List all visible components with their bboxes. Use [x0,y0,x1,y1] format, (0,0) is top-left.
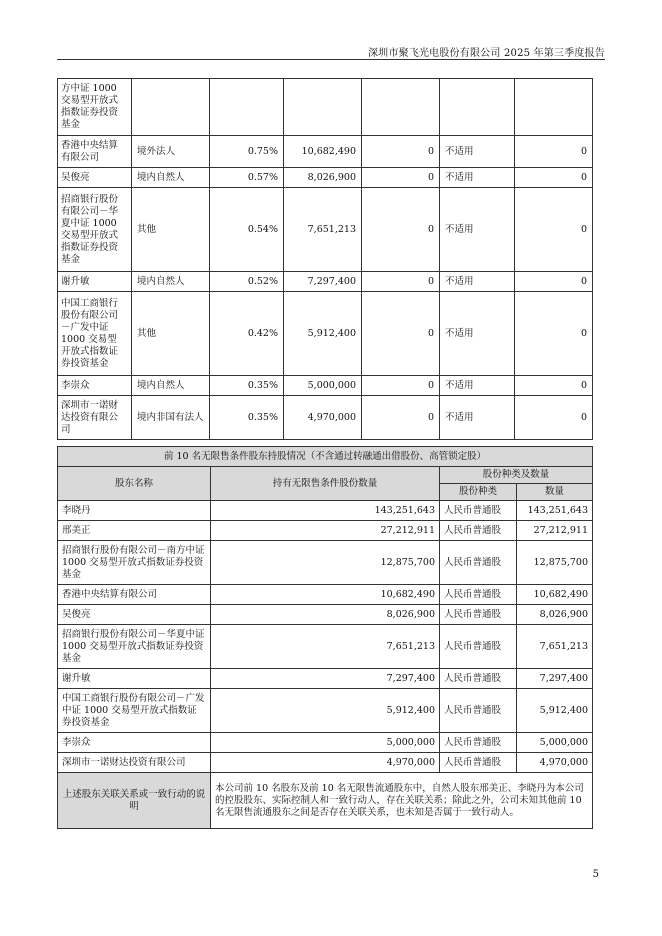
pledge-status: 不适用 [440,272,515,292]
shareholder-name: 李崇众 [58,376,132,396]
restricted-shares [362,79,440,136]
shareholder-name: 香港中央结算有限公司 [58,136,132,168]
pledge-count: 0 [515,188,593,272]
share-qty: 27,212,911 [517,521,593,541]
share-qty: 12,875,700 [517,541,593,585]
shareholder-name: 招商银行股份有限公司－华夏中证 1000 交易型开放式指数证券投资基金 [58,188,132,272]
share-kind: 人民币普通股 [440,605,517,625]
shareholder-name: 谢升敏 [58,669,211,689]
table-row [58,753,593,773]
table-row [58,585,593,605]
shareholder-name: 招商银行股份有限公司－南方中证 1000 交易型开放式指数证券投资基金 [58,541,211,585]
table-row [58,376,593,396]
shareholder-name: 深圳市一诺财达投资有限公司 [58,396,132,440]
header-row [58,467,593,484]
share-qty: 5,912,400 [517,689,593,733]
unrestricted-shares: 7,297,400 [211,669,440,689]
shareholder-name: 邢美正 [58,521,211,541]
holding-shares: 8,026,900 [284,168,362,188]
holding-ratio: 0.57% [210,168,284,188]
holding-shares: 5,912,400 [284,292,362,376]
table-row [58,136,593,168]
shareholder-name: 谢升敏 [58,272,132,292]
holding-shares [284,79,362,136]
table-row [58,625,593,669]
pledge-status: 不适用 [440,292,515,376]
unrestricted-shares: 27,212,911 [211,521,440,541]
page-number: 5 [592,869,599,880]
unrestricted-shares: 5,000,000 [211,733,440,753]
table-row [58,541,593,585]
pledge-status: 不适用 [440,136,515,168]
restricted-shares: 0 [362,136,440,168]
shareholder-name: 中国工商银行股份有限公司－广发中证 1000 交易型开放式指数证券投资基金 [58,292,132,376]
share-qty: 7,651,213 [517,625,593,669]
holding-shares: 10,682,490 [284,136,362,168]
shareholder-type: 其他 [132,188,210,272]
share-kind: 人民币普通股 [440,733,517,753]
relation-row [58,773,593,829]
unrestricted-shares: 7,651,213 [211,625,440,669]
holding-ratio: 0.54% [210,188,284,272]
unrestricted-shares: 143,251,643 [211,501,440,521]
share-qty: 5,000,000 [517,733,593,753]
table-row [58,188,593,272]
unrestricted-shares: 4,970,000 [211,753,440,773]
unrestricted-shares: 12,875,700 [211,541,440,585]
col-header-kind-group: 股份种类及数量 [440,467,593,484]
unrestricted-shares: 5,912,400 [211,689,440,733]
col-header-name: 股东名称 [58,467,211,501]
shareholder-type: 境内非国有法人 [132,396,210,440]
table-row [58,168,593,188]
col-header-qty: 数量 [517,484,593,501]
pledge-status: 不适用 [440,188,515,272]
shareholder-type: 其他 [132,292,210,376]
pledge-status: 不适用 [440,396,515,440]
share-kind: 人民币普通股 [440,501,517,521]
holding-shares: 7,651,213 [284,188,362,272]
top-shareholders-table [57,78,593,440]
pledge-status [440,79,515,136]
pledge-count: 0 [515,272,593,292]
shareholder-type: 境内自然人 [132,168,210,188]
restricted-shares: 0 [362,292,440,376]
share-qty: 7,297,400 [517,669,593,689]
pledge-status: 不适用 [440,376,515,396]
shareholder-name: 方中证 1000 交易型开放式指数证券投资基金 [58,79,132,136]
page-header [57,40,605,60]
pledge-count: 0 [515,168,593,188]
section-title-row [58,447,593,467]
restricted-shares: 0 [362,376,440,396]
col-header-kind: 股份种类 [440,484,517,501]
restricted-shares: 0 [362,396,440,440]
col-header-shares: 持有无限售条件股份数量 [211,467,440,501]
shareholder-type: 境内自然人 [132,376,210,396]
share-kind: 人民币普通股 [440,669,517,689]
holding-shares: 5,000,000 [284,376,362,396]
report-title: 深圳市聚飞光电股份有限公司 2025 年第三季度报告 [367,48,605,59]
relation-label: 上述股东关联关系或一致行动的说明 [58,773,211,829]
pledge-count [515,79,593,136]
share-qty: 4,970,000 [517,753,593,773]
holding-ratio: 0.42% [210,292,284,376]
share-qty: 10,682,490 [517,585,593,605]
table-row [58,605,593,625]
table-row [58,689,593,733]
unrestricted-shareholders-table [57,446,593,829]
pledge-count: 0 [515,396,593,440]
table-row [58,292,593,376]
shareholder-type: 境外法人 [132,136,210,168]
share-kind: 人民币普通股 [440,625,517,669]
share-qty: 143,251,643 [517,501,593,521]
pledge-status: 不适用 [440,168,515,188]
shareholder-name: 李晓丹 [58,501,211,521]
holding-shares: 7,297,400 [284,272,362,292]
holding-ratio: 0.35% [210,396,284,440]
pledge-count: 0 [515,136,593,168]
share-kind: 人民币普通股 [440,689,517,733]
holding-ratio: 0.52% [210,272,284,292]
holding-ratio: 0.35% [210,376,284,396]
share-kind: 人民币普通股 [440,541,517,585]
shareholder-name: 深圳市一诺财达投资有限公司 [58,753,211,773]
table-row [58,733,593,753]
shareholder-type [132,79,210,136]
holding-shares: 4,970,000 [284,396,362,440]
holding-ratio: 0.75% [210,136,284,168]
shareholder-name: 李崇众 [58,733,211,753]
shareholder-type: 境内自然人 [132,272,210,292]
relation-text: 本公司前 10 名股东及前 10 名无限售流通股东中，自然人股东邢美正、李晓丹为本公司的控股股东、实际控制人和一致行动人，存在关联关系；除此之外，公司未知其他前 10 名无限售流通股东之间是否存在关联关系，也未知是否属于一致行动人。 [211,773,593,829]
restricted-shares: 0 [362,188,440,272]
table-row [58,669,593,689]
restricted-shares: 0 [362,272,440,292]
table-row [58,396,593,440]
shareholder-name: 香港中央结算有限公司 [58,585,211,605]
unrestricted-shares: 10,682,490 [211,585,440,605]
table-row [58,521,593,541]
share-kind: 人民币普通股 [440,585,517,605]
shareholder-name: 中国工商银行股份有限公司－广发中证 1000 交易型开放式指数证券投资基金 [58,689,211,733]
holding-ratio [210,79,284,136]
shareholder-name: 吴俊亮 [58,605,211,625]
share-kind: 人民币普通股 [440,521,517,541]
shareholder-name: 招商银行股份有限公司－华夏中证 1000 交易型开放式指数证券投资基金 [58,625,211,669]
restricted-shares: 0 [362,168,440,188]
pledge-count: 0 [515,376,593,396]
header-divider [57,59,605,60]
table-row [58,79,593,136]
pledge-count: 0 [515,292,593,376]
unrestricted-shares: 8,026,900 [211,605,440,625]
table-row [58,501,593,521]
share-kind: 人民币普通股 [440,753,517,773]
section-title: 前 10 名无限售条件股东持股情况（不含通过转融通出借股份、高管锁定股） [58,447,593,467]
share-qty: 8,026,900 [517,605,593,625]
shareholder-name: 吴俊亮 [58,168,132,188]
table-row [58,272,593,292]
